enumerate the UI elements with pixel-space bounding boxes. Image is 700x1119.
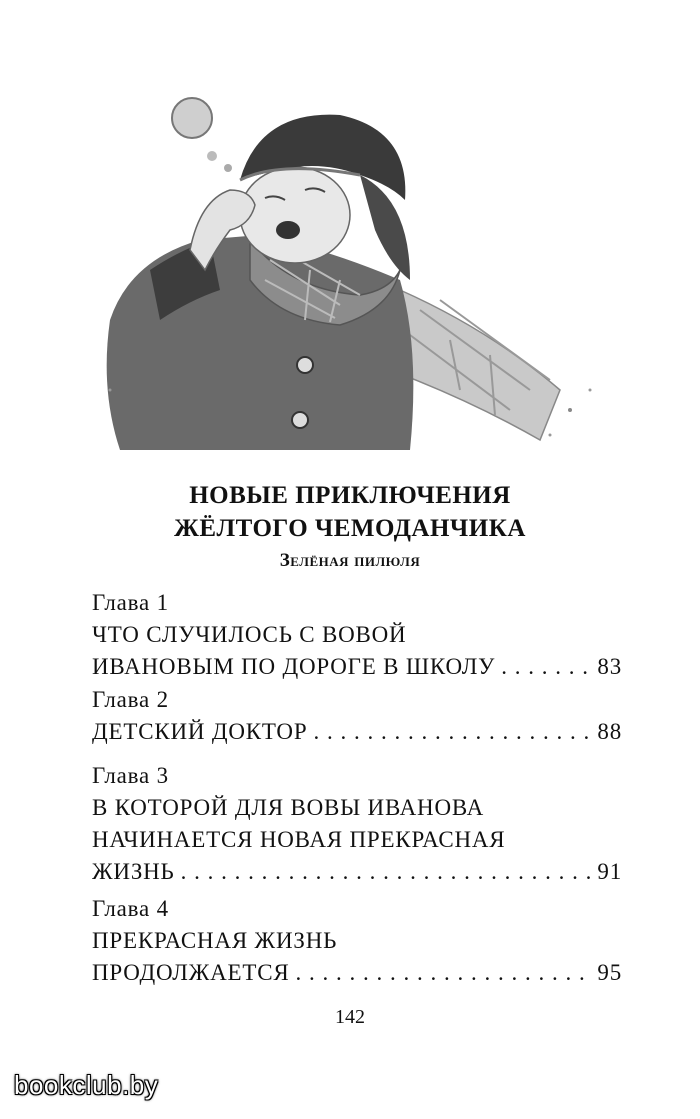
watermark: bookclub.by bbox=[14, 1070, 159, 1100]
toc-entry-chapter-1[interactable] bbox=[92, 587, 622, 683]
chapter-title-last-line bbox=[92, 651, 622, 683]
chapter-title-line: В КОТОРОЙ ДЛЯ ВОВЫ ИВАНОВА bbox=[92, 795, 484, 820]
leader-dots bbox=[313, 716, 591, 748]
page-ref: 91 bbox=[597, 859, 622, 884]
page-ref: 88 bbox=[597, 719, 622, 744]
leader-dots bbox=[501, 651, 591, 683]
chapter-title-line: ПРОДОЛЖАЕТСЯ bbox=[92, 960, 290, 985]
chapter-title-line: ЖИЗНЬ bbox=[92, 859, 175, 884]
chapter-label: Глава 1 bbox=[92, 590, 169, 615]
chapter-title-last-line bbox=[92, 957, 622, 989]
chapter-label: Глава 4 bbox=[92, 896, 169, 921]
toc-entry-chapter-4[interactable] bbox=[92, 893, 622, 989]
book-title-line-1: НОВЫЕ ПРИКЛЮЧЕНИЯ bbox=[189, 482, 511, 509]
chapter-label: Глава 2 bbox=[92, 687, 169, 712]
chapter-title-line: ИВАНОВЫМ ПО ДОРОГЕ В ШКОЛУ bbox=[92, 654, 496, 679]
boy-illustration-icon bbox=[90, 90, 630, 470]
chapter-title-line: НАЧИНАЕТСЯ НОВАЯ ПРЕКРАСНАЯ bbox=[92, 827, 506, 852]
page-ref: 95 bbox=[597, 960, 622, 985]
toc-entry-chapter-2[interactable] bbox=[92, 684, 622, 748]
chapter-label: Глава 3 bbox=[92, 763, 169, 788]
chapter-title-line: ЧТО СЛУЧИЛОСЬ С ВОВОЙ bbox=[92, 622, 407, 647]
leader-dots bbox=[296, 957, 592, 989]
chapter-title-last-line bbox=[92, 856, 622, 888]
chapter-title-line: ДЕТСКИЙ ДОКТОР bbox=[92, 719, 308, 744]
chapter-title-last-line bbox=[92, 716, 622, 748]
page-number: 142 bbox=[335, 1006, 365, 1028]
leader-dots bbox=[181, 856, 592, 888]
toc-entry-chapter-3[interactable] bbox=[92, 760, 622, 888]
chapter-title-line: ПРЕКРАСНАЯ ЖИЗНЬ bbox=[92, 928, 338, 953]
book-title-line-2: ЖЁЛТОГО ЧЕМОДАНЧИКА bbox=[174, 515, 526, 542]
page-ref: 83 bbox=[597, 654, 622, 679]
book-subtitle: Зелёная пилюля bbox=[279, 550, 421, 571]
